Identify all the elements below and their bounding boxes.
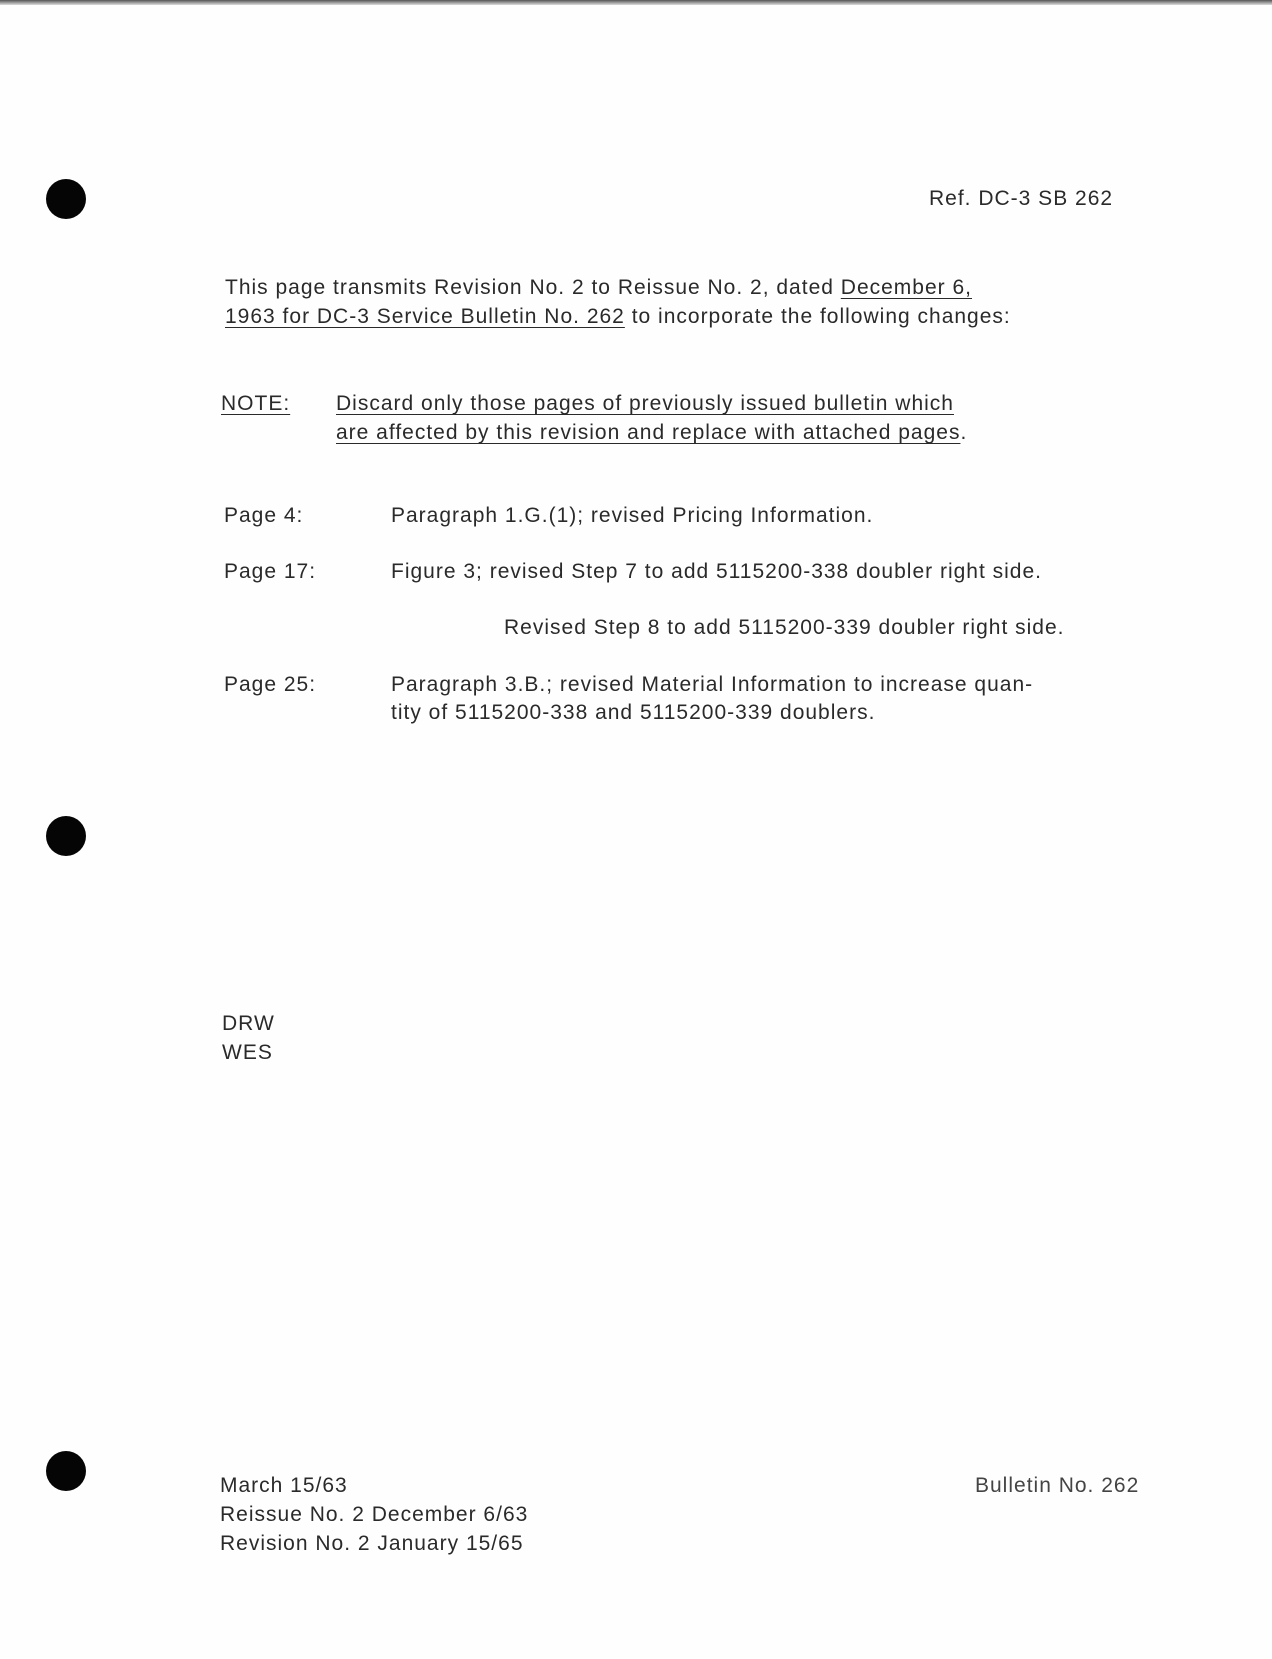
punch-hole-middle [46, 816, 86, 856]
change-page-label: Page 25: [224, 673, 317, 696]
change-description: Paragraph 1.G.(1); revised Pricing Information. [391, 504, 874, 527]
change-description: Paragraph 3.B.; revised Material Information to increase quan- [391, 673, 1034, 696]
intro-text: This page transmits Revision No. 2 to Reissue No. 2, dated [225, 276, 841, 299]
intro-bulletin: 1963 for DC-3 Service Bulletin No. 262 [225, 305, 625, 328]
initials-1: DRW [222, 1012, 275, 1035]
note-line-1: Discard only those pages of previously issued bulletin which [336, 392, 954, 415]
note-line-2-end: . [960, 421, 968, 444]
reference-number: Ref. DC-3 SB 262 [929, 187, 1114, 210]
change-description: Figure 3; revised Step 7 to add 5115200-338 doubler right side. [391, 560, 1042, 583]
change-description: tity of 5115200-338 and 5115200-339 doublers. [391, 701, 876, 724]
note-line-2-text: are affected by this revision and replace with attached pages [336, 421, 961, 444]
note-label: NOTE: [221, 392, 291, 415]
footer-original-date: March 15/63 [220, 1474, 348, 1497]
note-line-2 [336, 420, 967, 446]
initials-2: WES [222, 1041, 273, 1064]
change-page-label: Page 17: [224, 560, 317, 583]
intro-text-suffix: to incorporate the following changes: [624, 305, 1011, 328]
change-description: Revised Step 8 to add 5115200-339 doubler right side. [504, 616, 1065, 639]
change-page-label: Page 4: [224, 504, 304, 527]
footer-reissue-date: Reissue No. 2 December 6/63 [220, 1503, 529, 1526]
page-top-edge [0, 0, 1272, 5]
punch-hole-bottom [46, 1451, 86, 1491]
intro-date: December 6, [840, 276, 972, 299]
intro-line-2 [225, 304, 1011, 330]
intro-line-1 [225, 275, 972, 301]
punch-hole-top [46, 179, 86, 219]
footer-bulletin-number: Bulletin No. 262 [975, 1474, 1140, 1497]
footer-revision-date: Revision No. 2 January 15/65 [220, 1532, 524, 1555]
